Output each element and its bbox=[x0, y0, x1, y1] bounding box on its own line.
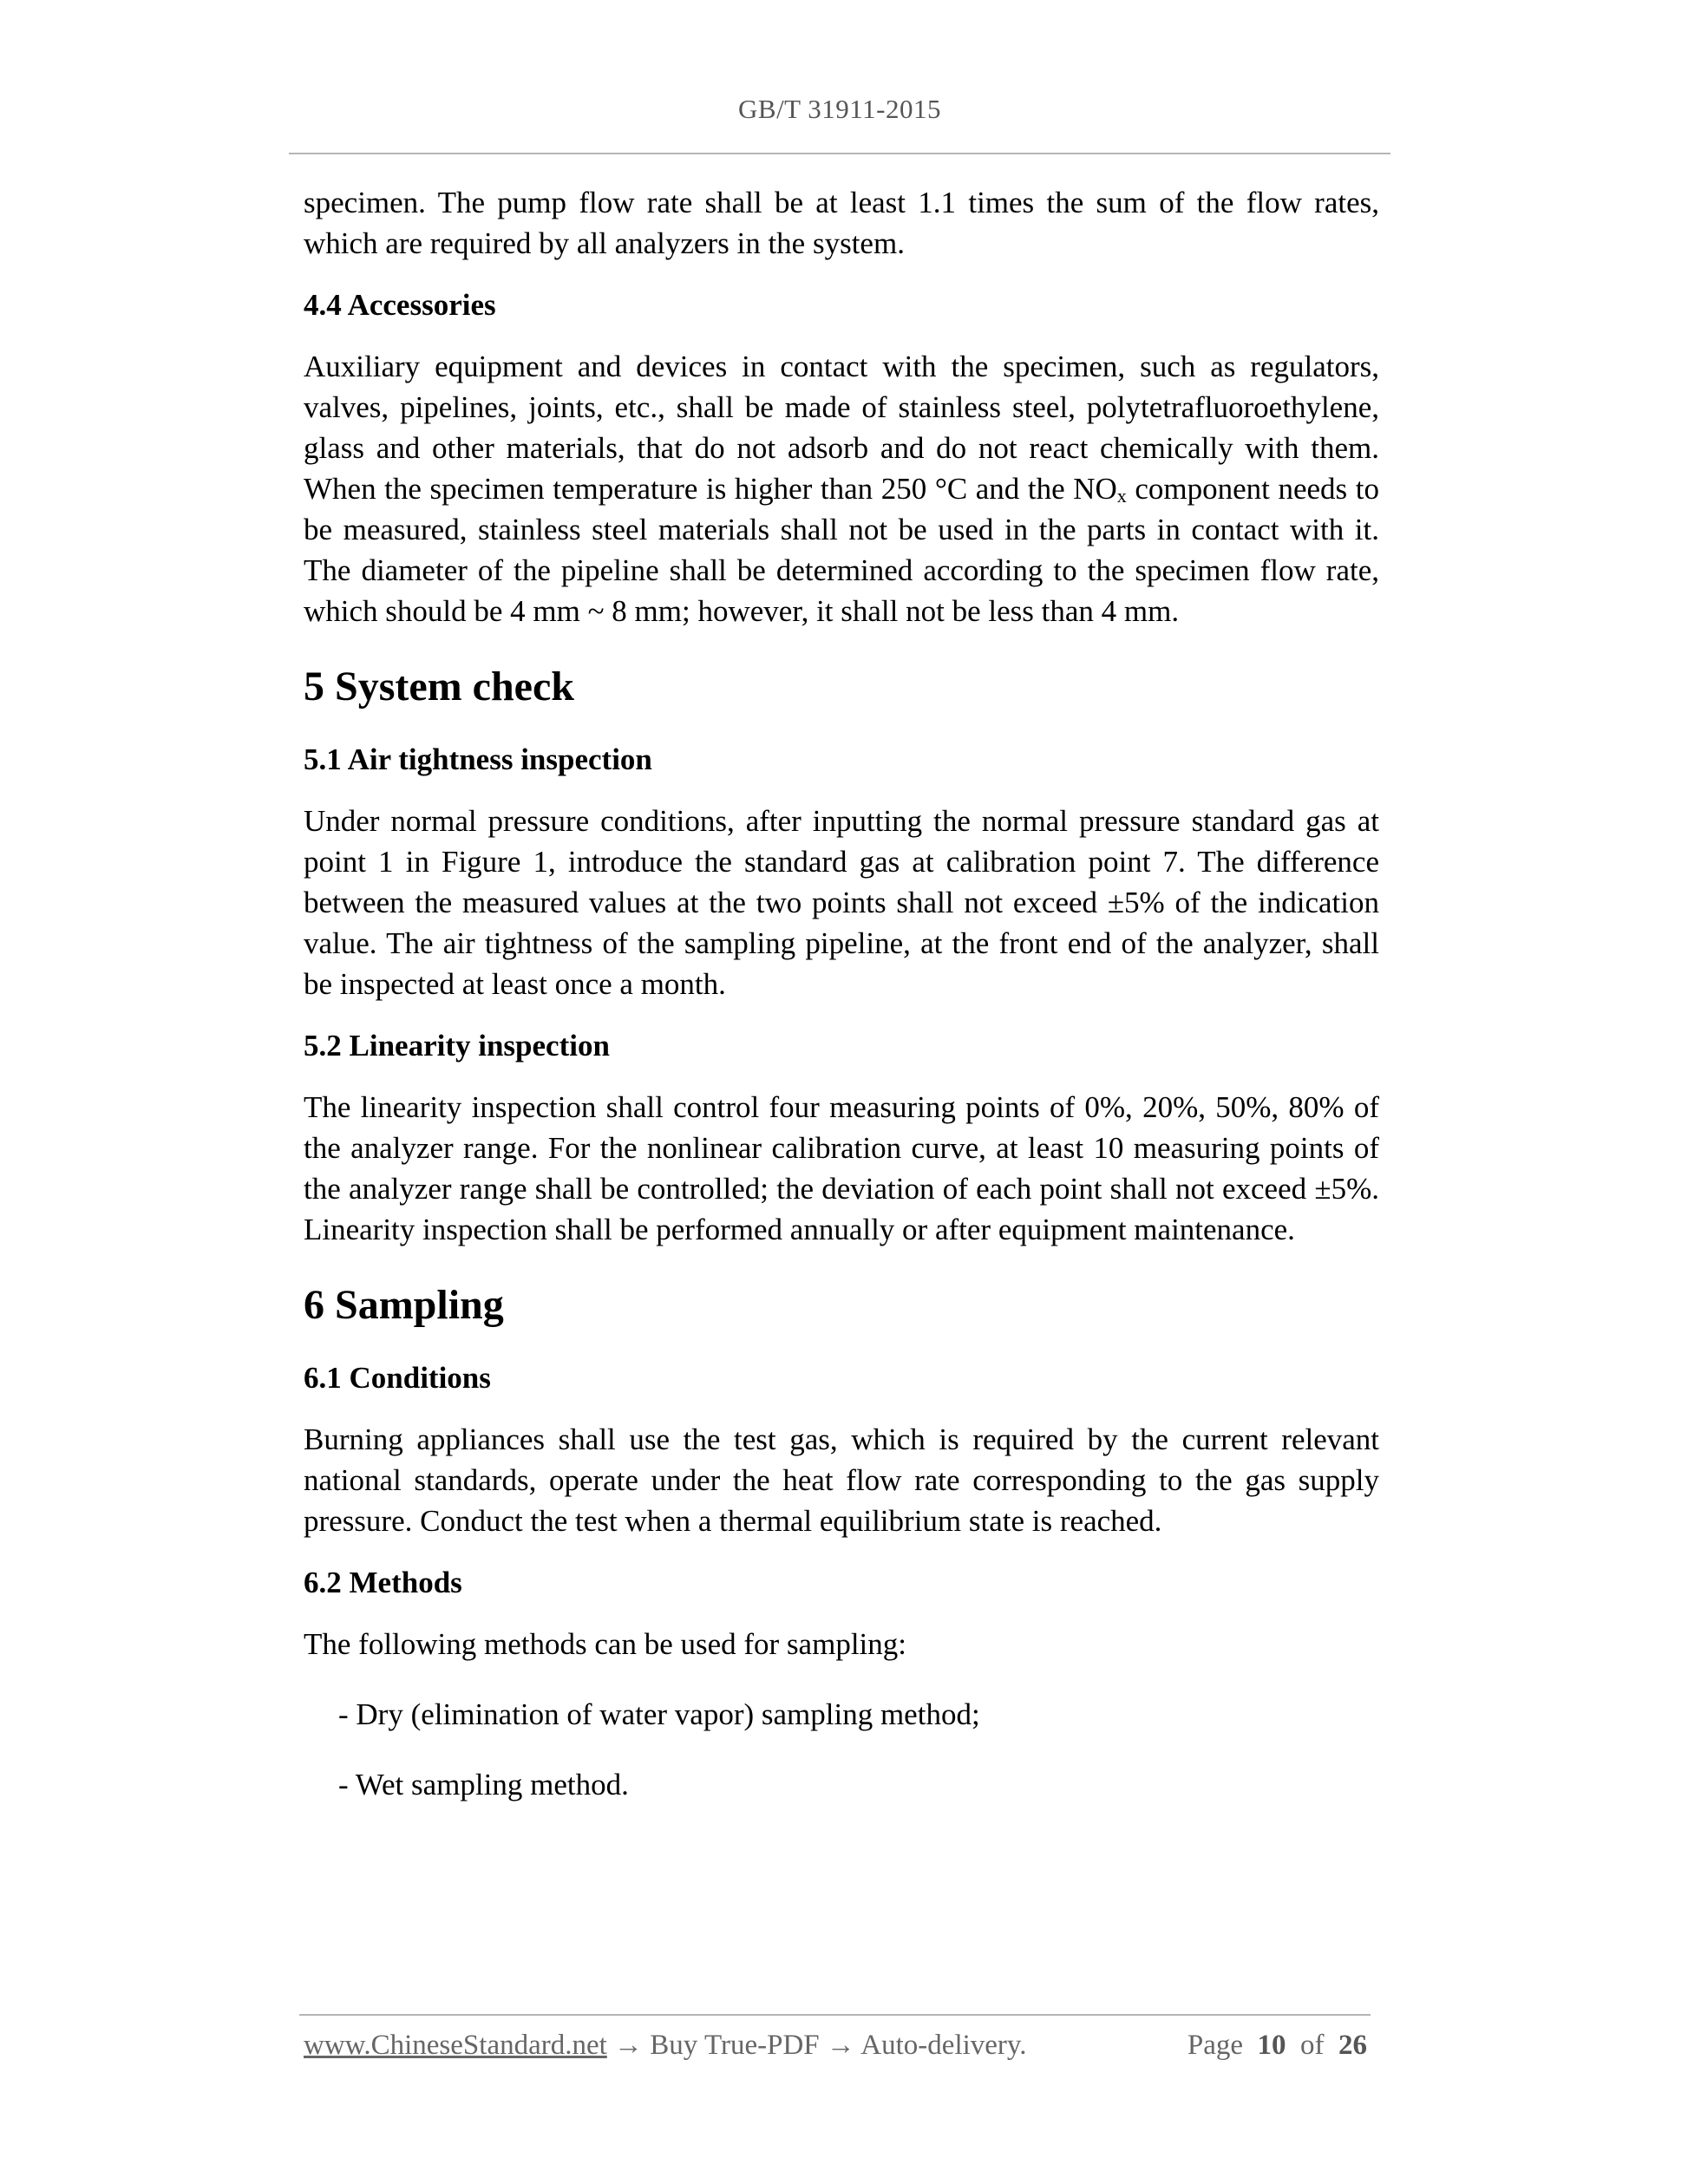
page-label: Page bbox=[1187, 2030, 1243, 2061]
section-6-2-paragraph: The following methods can be used for sampling: bbox=[304, 1627, 906, 1661]
section-5-1-paragraph: Under normal pressure conditions, after inputting the normal pressure standard gas at point 1 in Figure 1, introduce the standard gas at calibration point 7. The difference between the measured values at the two points shall not exceed ±5% of the indication value. The air tightness of the sampling pipeline, at the front end of the analyzer, shall be inspected at least once a month. bbox=[304, 804, 1379, 1001]
auto-delivery-text: Auto-delivery. bbox=[854, 2030, 1027, 2061]
footer-divider bbox=[299, 2014, 1371, 2016]
section-4-4-text-part2: component needs to be measured, stainless steel materials shall not be used in the parts in contact with it. The diameter of the pipeline shall be determined according to the specimen flow rate, which should be 4 mm ~ 8 mm; however, it shall not be less than 4 mm. bbox=[304, 472, 1379, 628]
list-item: - Wet sampling method. bbox=[338, 1768, 629, 1801]
page-header: GB/T 31911-2015 bbox=[738, 94, 941, 124]
arrow-right-icon: → bbox=[826, 2030, 855, 2061]
section-5-2-heading: 5.2 Linearity inspection bbox=[304, 1029, 610, 1063]
section-6-heading: 6 Sampling bbox=[304, 1282, 504, 1328]
section-5-heading: 5 System check bbox=[304, 664, 574, 709]
section-4-4-heading: 4.4 Accessories bbox=[304, 288, 496, 322]
section-6-1-paragraph: Burning appliances shall use the test gas, which is required by the current relevant national standards, operate under the heat flow rate corresponding to the gas supply pressure. Conduct the test when a thermal equilibrium state is reached. bbox=[304, 1422, 1379, 1538]
section-6-2-heading: 6.2 Methods bbox=[304, 1566, 462, 1599]
arrow-right-icon: → bbox=[614, 2030, 644, 2061]
page-content bbox=[304, 182, 1379, 1805]
nox-subscript: x bbox=[1116, 485, 1127, 507]
website-link[interactable]: www.ChineseStandard.net bbox=[304, 2030, 607, 2061]
section-5-2-paragraph: The linearity inspection shall control four measuring points of 0%, 20%, 50%, 80% of the analyzer range. For the nonlinear calibration curve, at least 10 measuring points of the analyzer range shall be controlled; the deviation of each point shall not exceed ±5%. Linearity inspection shall be performed annually or after equipment maintenance. bbox=[304, 1090, 1379, 1246]
page-number bbox=[1187, 2030, 1367, 2062]
footer-links bbox=[304, 2030, 1027, 2062]
section-6-1-heading: 6.1 Conditions bbox=[304, 1361, 491, 1395]
section-4-4-paragraph bbox=[304, 346, 1379, 631]
buy-true-pdf-text: Buy True-PDF bbox=[643, 2030, 827, 2061]
page-total: 26 bbox=[1338, 2030, 1367, 2061]
of-label: of bbox=[1300, 2030, 1325, 2061]
section-5-1-heading: 5.1 Air tightness inspection bbox=[304, 742, 652, 776]
intro-paragraph: specimen. The pump flow rate shall be at least 1.1 times the sum of the flow rates, which are required by all analyzers in the system. bbox=[304, 186, 1379, 260]
page-footer bbox=[304, 2030, 1371, 2068]
list-item: - Dry (elimination of water vapor) sampling method; bbox=[338, 1697, 980, 1731]
page-current: 10 bbox=[1257, 2030, 1286, 2061]
section-4-4-text-part1: Auxiliary equipment and devices in contact with the specimen, such as regulators, valves, pipelines, joints, etc., shall be made of stainless steel, polytetrafluoroethylene, glass and other materials, that do not adsorb and do not react chemically with them. When the specimen temperature is higher than 250 °C and the NO bbox=[304, 350, 1379, 506]
header-divider bbox=[289, 153, 1390, 154]
